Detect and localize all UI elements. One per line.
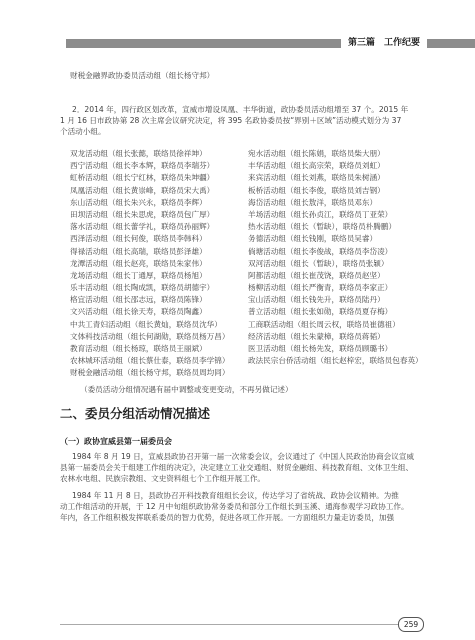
group-entry: 格宜活动组（组长邵志远，联络员陈锋） <box>70 295 207 305</box>
group-entry: 普立活动组（组长张如勋，联络员夏存梅） <box>248 307 393 317</box>
group-entry: 农林城环活动组（组长蔡仕泰，联络员李学锦） <box>70 356 230 366</box>
intro-line-3: 个活动小组。 <box>60 127 106 136</box>
group-entry: 龙潭活动组（组长赵亮，联络员朱家伟） <box>70 258 207 268</box>
group-entry: 经济活动组（组长朱蒙樟，联络员蒋韬） <box>248 331 385 341</box>
footer-rule <box>60 624 398 625</box>
group-entry: 海岱活动组（组长敖洋，联络员邓东） <box>248 197 378 207</box>
group-entry: 虹桥活动组（组长宁红林，联络员朱坤疆） <box>70 173 215 183</box>
body-line: 农林水电组、民族宗教组、文史资料组七个工作组开展工作。 <box>60 474 266 483</box>
group-entry: 杨柳活动组（组长严衡青，联络员李家正） <box>248 283 393 293</box>
group-entry: 羊场活动组（组长孙贞江，联络员丁亚荣） <box>248 209 393 219</box>
intro-line-1: 2．2014 年，四行政区划改革，宣威市增设凤凰、丰华街道，政协委员活动组增至 37 个。2015 年 <box>72 105 409 114</box>
group-list-left <box>70 148 229 380</box>
group-entry: 工商联活动组（组长周云权，联络员崔德祖） <box>248 319 400 329</box>
body-line: 年内，各工作组积极发挥联系委员的智力优势，促进各项工作开展。一方面组织力量走访委员，加强 <box>60 513 395 522</box>
group-entry: 热水活动组（组长（暂缺），联络员朴腾鹏） <box>248 222 397 232</box>
group-entry: 中共工青妇活动组（组长黄灿，联络员沈华） <box>70 319 222 329</box>
top-line: 财税金融界政协委员活动组（组长杨守邦） <box>70 71 215 80</box>
group-entry: 双河活动组（组长（暂缺），联络员张颖） <box>248 258 389 268</box>
page-header <box>0 0 475 52</box>
group-entry: 西宁活动组（组长李本辉，联络员李瑞芬） <box>70 161 215 171</box>
group-entry: 宝山活动组（组长钱先升，联络员陆丹） <box>248 295 385 305</box>
group-entry: 文体科技活动组（组长何湖勋，联络员杨万昌） <box>70 331 230 341</box>
body-paragraph-1 <box>60 451 420 484</box>
section-title: 二、委员分组活动情况描述 <box>60 406 211 421</box>
group-entry: 政法民宗台侨活动组（组长赵梓宏，联络员包春英） <box>248 356 423 366</box>
header-label: 第三篇 工作纪要 <box>341 36 427 50</box>
group-entry: 来宾活动组（组长刘燕，联络员朱树涵） <box>248 173 385 183</box>
group-entry: 务德活动组（组长钱刚，联络员吴睿） <box>248 234 378 244</box>
group-entry: 阿都活动组（组长崔茂饶，联络员赵坚） <box>248 270 385 280</box>
body-line: 县第一届委员会关于组建工作组的决定》，决定建立工业交通组、财贸金融组、科技教育组、文体卫生组、 <box>60 463 414 472</box>
group-entry: 财税金融活动组（组长杨守邦，联络员周均同） <box>70 368 230 378</box>
group-entry: 得禄活动组（组长高瑞，联络员彭泽雄） <box>70 246 207 256</box>
group-entry: 东山活动组（组长朱兴永，联络员李辉） <box>70 197 207 207</box>
group-entry: 丰华活动组（组长高宗荣，联络员刘虹） <box>248 161 385 171</box>
intro-line-2: 1 月 16 日市政协第 28 次主席会议研究决定，将 395 名政协委员按“界别＋区域”活动模式划分为 37 <box>60 116 402 125</box>
body-line: 动工作组活动的开展，于 12 月中旬组织政协常务委员和部分工作组长到玉溪、通海参观学习政协工作。 <box>60 502 409 511</box>
group-entry: 落水活动组（组长蕾学礼，联络员孙丽辉） <box>70 222 215 232</box>
group-entry: 龙场活动组（组长丁通厚，联络员杨旭） <box>70 270 207 280</box>
group-entry: 田坝活动组（组长朱思虎，联络员包广厚） <box>70 209 215 219</box>
page-number: 259 <box>398 617 424 632</box>
body-paragraph-2 <box>60 490 420 523</box>
group-entry: 倘塘活动组（组长李俊战，联络员李岱凌） <box>248 246 393 256</box>
group-entry: 双龙活动组（组长张懿，联络员徐祥坤） <box>70 149 207 158</box>
group-entry: 凤凰活动组（组长黄崇峰，联络员宋大禹） <box>70 185 215 195</box>
intro-paragraph <box>60 104 410 137</box>
body-line: 1984 年 8 月 19 日，宣威县政协召开第一届一次常委会议，会议通过了《中国人民政治协商会议宣威 <box>72 452 415 461</box>
group-entry: 乐丰活动组（组长陶成凯，联络员胡德宇） <box>70 283 215 293</box>
note: （委员活动分组情况遇有届中调整或变更变动，不再另做记述） <box>80 385 293 394</box>
group-entry: 西泽活动组（组长何俊，联络员李韩科） <box>70 234 207 244</box>
group-entry: 宛水活动组（组长陈娟，联络员柴大朋） <box>248 149 385 158</box>
group-entry: 教育活动组（组长杨琼，联络员王丽斌） <box>70 344 207 353</box>
group-entry: 板桥活动组（组长李俊，联络员刘吉钢） <box>248 185 385 195</box>
group-entry: 文兴活动组（组长徐天寿，联络员陶鑫） <box>70 307 207 317</box>
sub-title: （一）政协宣威县第一届委员会 <box>60 437 172 446</box>
group-list-right <box>248 148 423 367</box>
body-line: 1984 年 11 月 8 日，县政协召开科技教育组组长会议，传达学习了省统战、政协会议精神。为推 <box>72 491 399 500</box>
group-entry: 医卫活动组（组长杨先发，联络员顾璐书） <box>248 344 393 353</box>
